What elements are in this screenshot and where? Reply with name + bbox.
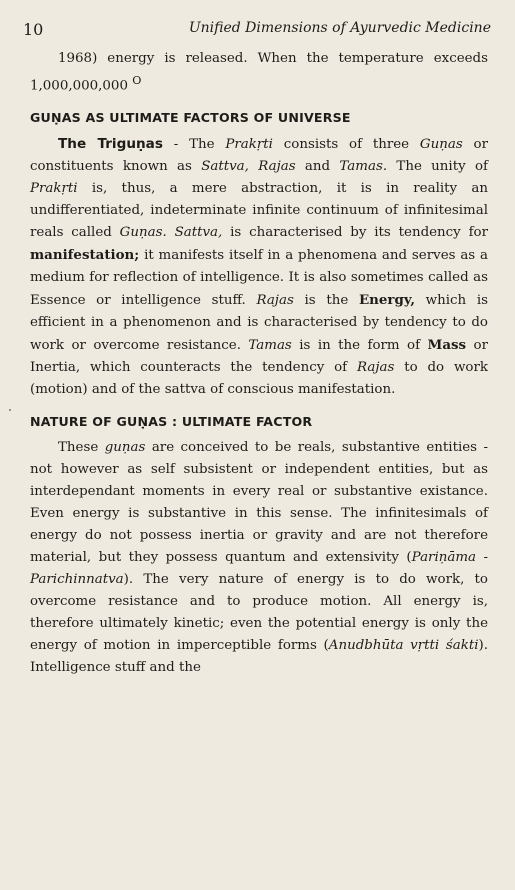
page-body [30, 48, 488, 679]
text-run: or Inertia, which counteracts the tendency of [30, 338, 488, 376]
text-run: and [295, 159, 340, 175]
text-run: is, thus, a mere abstraction, it is in reality an undifferentiated, indeterminate infinite continuum of infinitesimal reals called [30, 181, 488, 241]
italic-term: Prakṛti [30, 181, 78, 197]
text-run: ). The very nature of energy is to do work, to overcome resistance and to produce motion. All energy is, therefore ultimately kinetic; even the potential energy is only the energy of motion in imperceptible forms ( [30, 572, 488, 654]
italic-term: Pariṇāma - Parichinnatva [30, 550, 488, 588]
bold-term: Mass [427, 337, 467, 354]
page-number: 10 [23, 20, 44, 39]
text-run: The unity of [387, 159, 488, 175]
italic-term: guṇas [104, 440, 146, 456]
text-run: is in the form of [291, 338, 428, 354]
text-run: - The [162, 137, 226, 153]
italic-term: Guṇas. [119, 225, 167, 241]
section-heading-nature-of-gunas: NATURE OF GUṆAS : ULTIMATE FACTOR [30, 414, 313, 430]
paragraph-fusion [30, 48, 488, 97]
text-run: which is efficient in a phenomenon and is characterised by tendency to do work or overcome resistance. [30, 293, 488, 354]
running-title: Unified Dimensions of Ayurvedic Medicine [188, 20, 491, 36]
italic-term: Sattva, Rajas [201, 159, 296, 175]
text-run: ). Intelligence stuff and the [30, 638, 488, 676]
bold-term: Energy, [358, 292, 415, 309]
paragraph-nature-of-gunas [30, 437, 488, 679]
page-header [23, 20, 491, 42]
text-run: or constituents known as [30, 137, 488, 175]
text-run: is the [293, 293, 359, 309]
text-run: to do work (motion) and of the sattva of conscious manifestation. [30, 360, 488, 398]
lead-term: The Triguṇas [58, 136, 163, 153]
italic-term: Rajas [256, 293, 294, 309]
italic-term: Sattva, [174, 225, 223, 241]
text-run: 1968) energy is released. When the temperature exceeds 1,000,000,000 [30, 51, 488, 94]
scan-speck [9, 409, 11, 411]
text-run: consists of three [272, 137, 420, 153]
italic-term: Guṇas [419, 137, 463, 153]
degree-symbol: O [132, 74, 142, 87]
bold-term: manifestation; [30, 247, 140, 264]
text-run: These [58, 440, 105, 456]
italic-term: Tamas [248, 338, 292, 354]
text-run: it manifests itself in a phenomena and serves as a medium for reflection of intelligence. It is also sometimes called as Essence or intelligence stuff. [30, 248, 488, 309]
text-run [167, 225, 175, 240]
italic-term: Tamas. [339, 159, 388, 175]
section-heading-gunas-ultimate-factors: GUṆAS AS ULTIMATE FACTORS OF UNIVERSE [30, 110, 351, 126]
italic-term: Prakṛti [225, 137, 273, 153]
italic-term: Rajas [356, 360, 395, 376]
italic-term: Anudbhūta vṛtti śakti [328, 638, 479, 654]
text-run: is characterised by its tendency for [222, 225, 488, 241]
text-run: are conceived to be reals, substantive entities - not however as self subsistent or independent entities, but as interdependant moments in every real or substantive existance. Even energy is substantive in this sense. The infinitesimals of energy do not possess inertia or gravity and are not therefore material, but they possess quantum and extensivity ( [30, 440, 488, 566]
paragraph-trigunas [30, 133, 488, 401]
